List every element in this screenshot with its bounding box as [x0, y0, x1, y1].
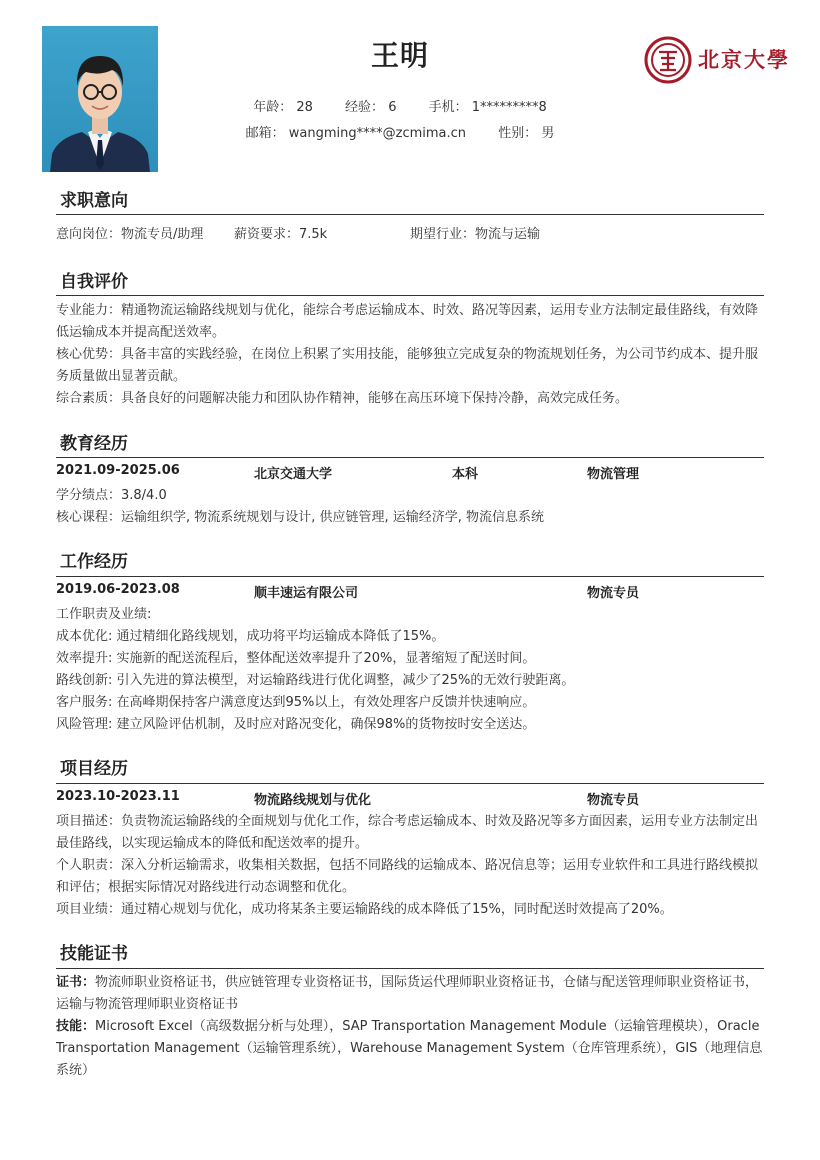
- university-logo: [644, 36, 796, 84]
- university-seal-icon: [644, 36, 692, 84]
- project-period: 2023.10-2023.11: [56, 789, 180, 804]
- self-eval-professional: 专业能力：精通物流运输路线规划与优化，能综合考虑运输成本、时效、路况等因素，运用专业方法制定最佳路线，有效降低运输成本并提高配送效率。: [56, 303, 759, 340]
- section-divider: [56, 783, 764, 784]
- skills-text: Microsoft Excel（高级数据分析与处理），SAP Transportation Management Module（运输管理模块），Oracle Transportation Management（运输管理系统），Warehouse Management System（仓库管理系统），GIS（地理信息系统）: [56, 1019, 763, 1078]
- experience-label: 经验：: [345, 100, 385, 115]
- section-divider: [56, 214, 764, 215]
- age-value: 28: [296, 100, 313, 115]
- education-major: 物流管理: [587, 467, 640, 482]
- age-info: [253, 96, 313, 115]
- gender-label: 性别：: [498, 126, 538, 141]
- project-responsibilities: 个人职责：深入分析运输需求，收集相关数据，包括不同路线的运输成本、路况信息等；运用专业软件和工具进行路线模拟和评估；根据实际情况对路线进行动态调整和优化。: [56, 858, 759, 895]
- certificates-text: 物流师职业资格证书，供应链管理专业资格证书，国际货运代理师职业资格证书，仓储与配送管理师职业资格证书，运输与物流管理师职业资格证书: [56, 975, 759, 1012]
- work-duties-heading: 工作职责及业绩:: [56, 607, 152, 622]
- intent-position: 意向岗位：物流专员/助理: [56, 227, 204, 242]
- section-title-self-eval: 自我评价: [60, 272, 128, 292]
- experience-value: 6: [388, 100, 397, 115]
- gender-value: 男: [541, 126, 555, 141]
- section-title-skills: 技能证书: [60, 944, 128, 964]
- project-description: 项目描述：负责物流运输路线的全面规划与优化工作，综合考虑运输成本、时效及路况等多方面因素，运用专业方法制定出最佳路线，以实现运输成本的降低和配送效率的提升。: [56, 814, 759, 851]
- self-eval-advantage: 核心优势：具备丰富的实践经验，在岗位上积累了实用技能，能够独立完成复杂的物流规划任务，为公司节约成本、提升服务质量做出显著贡献。: [56, 347, 759, 384]
- certificates-label: 证书：: [56, 975, 96, 990]
- work-achievement-item: 成本优化: 通过精细化路线规划，成功将平均运输成本降低了15%。: [56, 629, 445, 644]
- gender-info: [498, 122, 554, 141]
- section-title-work: 工作经历: [60, 552, 128, 572]
- education-gpa: 学分绩点：3.8/4.0: [56, 488, 167, 503]
- project-name: 物流路线规划与优化: [254, 793, 372, 808]
- intent-industry: 期望行业：物流与运输: [410, 227, 541, 242]
- project-role: 物流专员: [587, 793, 640, 808]
- work-achievement-item: 效率提升: 实施新的配送流程后，整体配送效率提升了20%，显著缩短了配送时间。: [56, 651, 536, 666]
- education-school: 北京交通大学: [254, 467, 333, 482]
- basic-info-row-1: [0, 96, 800, 115]
- section-divider: [56, 457, 764, 458]
- skills-tools: [56, 1016, 766, 1082]
- section-divider: [56, 295, 764, 296]
- education-courses: 核心课程：运输组织学, 物流系统规划与设计, 供应链管理, 运输经济学, 物流信息系统: [56, 510, 545, 525]
- work-achievement-item: 路线创新: 引入先进的算法模型，对运输路线进行优化调整，减少了25%的无效行驶距离。: [56, 673, 575, 688]
- section-divider: [56, 576, 764, 577]
- work-period: 2019.06-2023.08: [56, 582, 180, 597]
- section-title-intent: 求职意向: [60, 191, 128, 211]
- education-period: 2021.09-2025.06: [56, 463, 180, 478]
- phone-value: 1*********8: [471, 100, 547, 115]
- section-title-project: 项目经历: [60, 759, 128, 779]
- skills-label: 技能：: [56, 1019, 96, 1034]
- basic-info-row-2: [0, 122, 800, 141]
- work-role: 物流专员: [587, 586, 640, 601]
- self-eval-quality: 综合素质：具备良好的问题解决能力和团队协作精神，能够在高压环境下保持冷静，高效完成任务。: [56, 391, 629, 406]
- project-results: 项目业绩：通过精心规划与优化，成功将某条主要运输路线的成本降低了15%，同时配送时效提高了20%。: [56, 902, 673, 917]
- email-info: [246, 122, 466, 141]
- email-label: 邮箱：: [245, 126, 285, 141]
- candidate-name: 王明: [370, 39, 429, 72]
- section-title-education: 教育经历: [60, 434, 128, 454]
- work-achievement-item: 风险管理: 建立风险评估机制，及时应对路况变化，确保98%的货物按时安全送达。: [56, 717, 536, 732]
- skills-certificates: [56, 972, 766, 1016]
- intent-salary: 薪资要求：7.5k: [234, 227, 328, 242]
- phone-label: 手机：: [428, 100, 468, 115]
- age-label: 年龄：: [253, 100, 293, 115]
- email-value: wangming****@zcmima.cn: [288, 126, 467, 141]
- work-achievement-item: 客户服务: 在高峰期保持客户满意度达到95%以上，有效处理客户反馈并快速响应。: [56, 695, 536, 710]
- university-logo-text: 北京大學: [698, 47, 790, 72]
- experience-info: [345, 96, 396, 115]
- phone-info: [429, 96, 547, 115]
- education-degree: 本科: [452, 467, 479, 482]
- section-divider: [56, 968, 764, 969]
- work-company: 顺丰速运有限公司: [254, 586, 359, 601]
